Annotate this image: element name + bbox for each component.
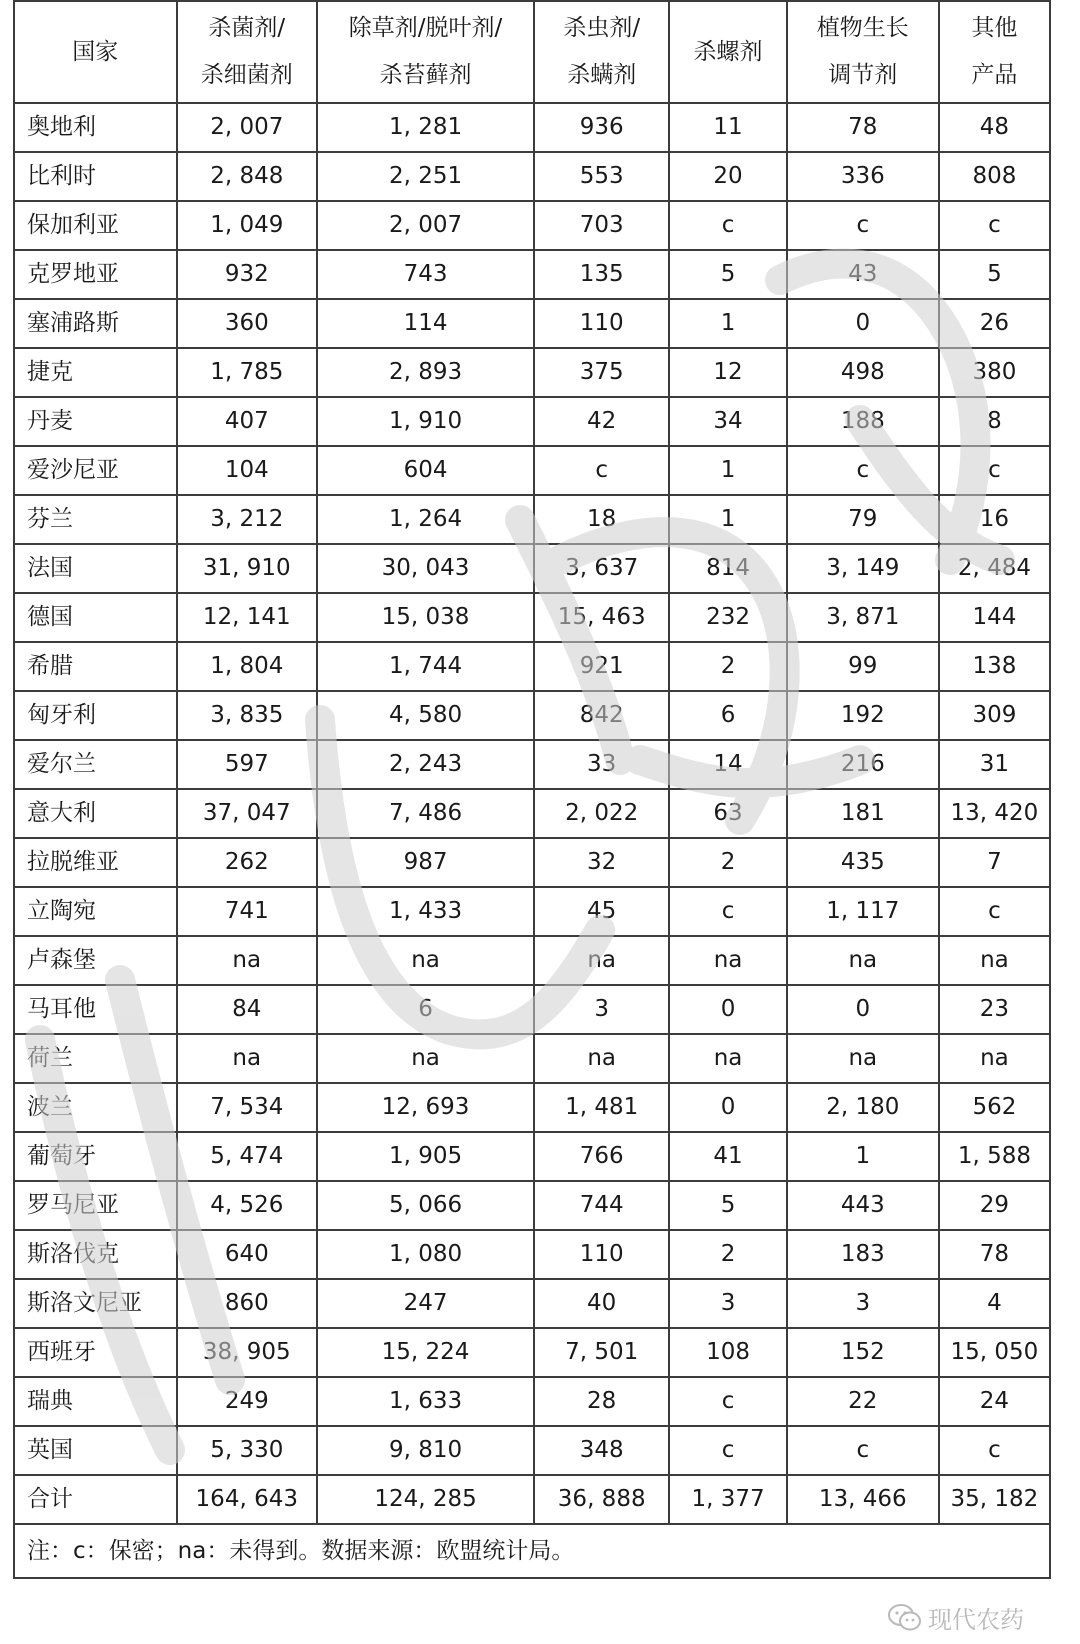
value-cell: 38, 905 <box>177 1328 318 1377</box>
value-cell: 3, 871 <box>787 593 939 642</box>
value-cell: na <box>177 1034 318 1083</box>
table-row <box>14 740 1050 789</box>
value-cell: 5, 066 <box>317 1181 534 1230</box>
country-cell: 瑞典 <box>14 1377 177 1426</box>
value-cell: 32 <box>534 838 669 887</box>
header-line: 调节剂 <box>828 62 898 88</box>
value-cell: 640 <box>177 1230 318 1279</box>
country-cell: 德国 <box>14 593 177 642</box>
country-cell: 爱尔兰 <box>14 740 177 789</box>
value-cell: 26 <box>939 299 1050 348</box>
value-cell: 18 <box>534 495 669 544</box>
header-line: 产品 <box>971 62 1018 88</box>
value-cell: 37, 047 <box>177 789 318 838</box>
table-row <box>14 201 1050 250</box>
value-cell: 216 <box>787 740 939 789</box>
value-cell: 1, 804 <box>177 642 318 691</box>
value-cell: c <box>669 1377 786 1426</box>
value-cell: 1, 633 <box>317 1377 534 1426</box>
country-cell: 比利时 <box>14 152 177 201</box>
value-cell: 232 <box>669 593 786 642</box>
value-cell: 703 <box>534 201 669 250</box>
value-cell: 31 <box>939 740 1050 789</box>
value-cell: 2 <box>669 1230 786 1279</box>
table-row <box>14 103 1050 152</box>
table-row <box>14 152 1050 201</box>
value-cell: 597 <box>177 740 318 789</box>
value-cell: na <box>534 1034 669 1083</box>
value-cell: c <box>534 446 669 495</box>
country-cell: 立陶宛 <box>14 887 177 936</box>
value-cell: 743 <box>317 250 534 299</box>
value-cell: 380 <box>939 348 1050 397</box>
country-cell: 荷兰 <box>14 1034 177 1083</box>
value-cell: 1 <box>669 299 786 348</box>
value-cell: 744 <box>534 1181 669 1230</box>
value-cell: 8 <box>939 397 1050 446</box>
country-cell: 意大利 <box>14 789 177 838</box>
value-cell: c <box>787 201 939 250</box>
country-cell: 合计 <box>14 1475 177 1524</box>
pesticide-sales-table <box>13 0 1051 1525</box>
table-row <box>14 1181 1050 1230</box>
country-cell: 克罗地亚 <box>14 250 177 299</box>
country-cell: 芬兰 <box>14 495 177 544</box>
value-cell: 14 <box>669 740 786 789</box>
value-cell: 407 <box>177 397 318 446</box>
value-cell: na <box>787 936 939 985</box>
value-cell: c <box>939 446 1050 495</box>
value-cell: 110 <box>534 299 669 348</box>
value-cell: 553 <box>534 152 669 201</box>
value-cell: c <box>787 1426 939 1475</box>
value-cell: 1, 588 <box>939 1132 1050 1181</box>
value-cell: na <box>787 1034 939 1083</box>
value-cell: 79 <box>787 495 939 544</box>
value-cell: 7 <box>939 838 1050 887</box>
value-cell: 45 <box>534 887 669 936</box>
header-line: 其他 <box>971 15 1018 41</box>
value-cell: 6 <box>317 985 534 1034</box>
value-cell: 28 <box>534 1377 669 1426</box>
value-cell: 814 <box>669 544 786 593</box>
value-cell: 33 <box>534 740 669 789</box>
value-cell: na <box>669 1034 786 1083</box>
value-cell: 36, 888 <box>534 1475 669 1524</box>
country-cell: 法国 <box>14 544 177 593</box>
value-cell: 0 <box>669 1083 786 1132</box>
value-cell: 3, 637 <box>534 544 669 593</box>
value-cell: c <box>787 446 939 495</box>
value-cell: 42 <box>534 397 669 446</box>
value-cell: 808 <box>939 152 1050 201</box>
value-cell: 144 <box>939 593 1050 642</box>
value-cell: 41 <box>669 1132 786 1181</box>
country-cell: 爱沙尼亚 <box>14 446 177 495</box>
table-row <box>14 1034 1050 1083</box>
value-cell: 43 <box>787 250 939 299</box>
value-cell: 2, 848 <box>177 152 318 201</box>
header-fungicides <box>177 1 318 103</box>
header-line: 杀苔藓剂 <box>379 62 472 88</box>
value-cell: 562 <box>939 1083 1050 1132</box>
table-row <box>14 544 1050 593</box>
value-cell: 247 <box>317 1279 534 1328</box>
value-cell: 183 <box>787 1230 939 1279</box>
header-line: 杀虫剂/ <box>563 15 641 41</box>
table-row <box>14 985 1050 1034</box>
value-cell: 987 <box>317 838 534 887</box>
value-cell: 498 <box>787 348 939 397</box>
footnote <box>13 1525 1051 1579</box>
table-row <box>14 887 1050 936</box>
value-cell: 188 <box>787 397 939 446</box>
total-row <box>14 1475 1050 1524</box>
value-cell: 309 <box>939 691 1050 740</box>
value-cell: 2, 180 <box>787 1083 939 1132</box>
value-cell: 31, 910 <box>177 544 318 593</box>
value-cell: 13, 420 <box>939 789 1050 838</box>
value-cell: c <box>939 201 1050 250</box>
value-cell: 348 <box>534 1426 669 1475</box>
header-line: 杀螺剂 <box>693 38 763 65</box>
country-cell: 斯洛文尼亚 <box>14 1279 177 1328</box>
value-cell: 4, 526 <box>177 1181 318 1230</box>
value-cell: 9, 810 <box>317 1426 534 1475</box>
value-cell: 3 <box>669 1279 786 1328</box>
value-cell: 766 <box>534 1132 669 1181</box>
value-cell: 2 <box>669 838 786 887</box>
country-cell: 奥地利 <box>14 103 177 152</box>
value-cell: 3, 835 <box>177 691 318 740</box>
table-row <box>14 838 1050 887</box>
value-cell: 842 <box>534 691 669 740</box>
header-country <box>14 1 177 103</box>
value-cell: 4 <box>939 1279 1050 1328</box>
value-cell: 5 <box>669 250 786 299</box>
value-cell: 1, 117 <box>787 887 939 936</box>
country-cell: 卢森堡 <box>14 936 177 985</box>
value-cell: na <box>669 936 786 985</box>
country-cell: 捷克 <box>14 348 177 397</box>
country-cell: 塞浦路斯 <box>14 299 177 348</box>
value-cell: 20 <box>669 152 786 201</box>
value-cell: 181 <box>787 789 939 838</box>
wechat-badge <box>888 1600 1024 1635</box>
value-cell: 1, 481 <box>534 1083 669 1132</box>
value-cell: c <box>939 1426 1050 1475</box>
header-insecticides <box>534 1 669 103</box>
value-cell: c <box>669 1426 786 1475</box>
value-cell: 0 <box>787 985 939 1034</box>
value-cell: 114 <box>317 299 534 348</box>
value-cell: 40 <box>534 1279 669 1328</box>
table-row <box>14 1426 1050 1475</box>
value-cell: 1, 910 <box>317 397 534 446</box>
country-cell: 西班牙 <box>14 1328 177 1377</box>
value-cell: 78 <box>787 103 939 152</box>
table-row <box>14 1328 1050 1377</box>
value-cell: 135 <box>534 250 669 299</box>
table-row <box>14 495 1050 544</box>
value-cell: 138 <box>939 642 1050 691</box>
value-cell: 1, 049 <box>177 201 318 250</box>
country-cell: 马耳他 <box>14 985 177 1034</box>
value-cell: 12 <box>669 348 786 397</box>
value-cell: 12, 693 <box>317 1083 534 1132</box>
value-cell: 2, 893 <box>317 348 534 397</box>
value-cell: na <box>939 936 1050 985</box>
value-cell: 1, 785 <box>177 348 318 397</box>
value-cell: 932 <box>177 250 318 299</box>
value-cell: 5 <box>669 1181 786 1230</box>
value-cell: 443 <box>787 1181 939 1230</box>
value-cell: 30, 043 <box>317 544 534 593</box>
value-cell: 435 <box>787 838 939 887</box>
value-cell: 5, 474 <box>177 1132 318 1181</box>
value-cell: na <box>177 936 318 985</box>
value-cell: 262 <box>177 838 318 887</box>
value-cell: 7, 534 <box>177 1083 318 1132</box>
table-row <box>14 936 1050 985</box>
value-cell: 15, 050 <box>939 1328 1050 1377</box>
value-cell: 1, 281 <box>317 103 534 152</box>
value-cell: 15, 224 <box>317 1328 534 1377</box>
value-cell: 6 <box>669 691 786 740</box>
value-cell: c <box>669 887 786 936</box>
value-cell: 104 <box>177 446 318 495</box>
value-cell: 936 <box>534 103 669 152</box>
value-cell: 5, 330 <box>177 1426 318 1475</box>
document-page <box>13 0 1051 1644</box>
wechat-account-name: 现代农药 <box>928 1606 1024 1634</box>
value-cell: 0 <box>787 299 939 348</box>
value-cell: 860 <box>177 1279 318 1328</box>
value-cell: 1 <box>787 1132 939 1181</box>
table-row <box>14 299 1050 348</box>
value-cell: 3, 212 <box>177 495 318 544</box>
header-herbicides <box>317 1 534 103</box>
value-cell: 152 <box>787 1328 939 1377</box>
country-cell: 保加利亚 <box>14 201 177 250</box>
value-cell: 99 <box>787 642 939 691</box>
value-cell: 1, 080 <box>317 1230 534 1279</box>
value-cell: na <box>534 936 669 985</box>
value-cell: 16 <box>939 495 1050 544</box>
header-molluscicides <box>669 1 786 103</box>
value-cell: 124, 285 <box>317 1475 534 1524</box>
value-cell: 2, 007 <box>177 103 318 152</box>
country-cell: 匈牙利 <box>14 691 177 740</box>
value-cell: 7, 486 <box>317 789 534 838</box>
value-cell: 15, 463 <box>534 593 669 642</box>
value-cell: 2, 484 <box>939 544 1050 593</box>
value-cell: 1 <box>669 446 786 495</box>
value-cell: 15, 038 <box>317 593 534 642</box>
value-cell: na <box>939 1034 1050 1083</box>
value-cell: 1 <box>669 495 786 544</box>
value-cell: 35, 182 <box>939 1475 1050 1524</box>
table-row <box>14 691 1050 740</box>
value-cell: c <box>939 887 1050 936</box>
value-cell: 24 <box>939 1377 1050 1426</box>
value-cell: 3 <box>534 985 669 1034</box>
country-cell: 希腊 <box>14 642 177 691</box>
value-cell: 2, 243 <box>317 740 534 789</box>
value-cell: na <box>317 936 534 985</box>
value-cell: 48 <box>939 103 1050 152</box>
table-row <box>14 642 1050 691</box>
country-cell: 英国 <box>14 1426 177 1475</box>
value-cell: 29 <box>939 1181 1050 1230</box>
value-cell: 3, 149 <box>787 544 939 593</box>
table-row <box>14 1083 1050 1132</box>
table-body <box>14 103 1050 1524</box>
value-cell: 3 <box>787 1279 939 1328</box>
table-row <box>14 593 1050 642</box>
value-cell: 2, 022 <box>534 789 669 838</box>
value-cell: 0 <box>669 985 786 1034</box>
value-cell: 4, 580 <box>317 691 534 740</box>
value-cell: 78 <box>939 1230 1050 1279</box>
value-cell: 2 <box>669 642 786 691</box>
country-cell: 丹麦 <box>14 397 177 446</box>
header-other-products <box>939 1 1050 103</box>
table-row <box>14 1132 1050 1181</box>
value-cell: 110 <box>534 1230 669 1279</box>
table-header <box>14 1 1050 103</box>
country-cell: 斯洛伐克 <box>14 1230 177 1279</box>
header-line: 国家 <box>72 38 119 65</box>
table-row <box>14 789 1050 838</box>
table-row <box>14 348 1050 397</box>
value-cell: 921 <box>534 642 669 691</box>
country-cell: 波兰 <box>14 1083 177 1132</box>
header-row <box>14 1 1050 103</box>
value-cell: 1, 377 <box>669 1475 786 1524</box>
table-row <box>14 1377 1050 1426</box>
value-cell: 1, 905 <box>317 1132 534 1181</box>
value-cell: 12, 141 <box>177 593 318 642</box>
country-cell: 拉脱维亚 <box>14 838 177 887</box>
value-cell: 22 <box>787 1377 939 1426</box>
table-row <box>14 446 1050 495</box>
value-cell: 1, 744 <box>317 642 534 691</box>
header-line: 杀螨剂 <box>567 62 637 88</box>
footnote-text: 注：c：保密；na：未得到。数据来源：欧盟统计局。 <box>27 1538 575 1564</box>
value-cell: 23 <box>939 985 1050 1034</box>
value-cell: 13, 466 <box>787 1475 939 1524</box>
value-cell: 249 <box>177 1377 318 1426</box>
value-cell: 84 <box>177 985 318 1034</box>
value-cell: 360 <box>177 299 318 348</box>
wechat-icon <box>888 1603 922 1633</box>
value-cell: 2, 251 <box>317 152 534 201</box>
value-cell: 34 <box>669 397 786 446</box>
value-cell: 1, 433 <box>317 887 534 936</box>
value-cell: 2, 007 <box>317 201 534 250</box>
value-cell: 5 <box>939 250 1050 299</box>
table-row <box>14 250 1050 299</box>
header-line: 植物生长 <box>816 15 909 41</box>
value-cell: 192 <box>787 691 939 740</box>
value-cell: 11 <box>669 103 786 152</box>
value-cell: 741 <box>177 887 318 936</box>
value-cell: 63 <box>669 789 786 838</box>
table-row <box>14 1279 1050 1328</box>
value-cell: 164, 643 <box>177 1475 318 1524</box>
header-line: 杀细菌剂 <box>200 62 293 88</box>
header-line: 杀菌剂/ <box>208 15 286 41</box>
value-cell: c <box>669 201 786 250</box>
value-cell: 1, 264 <box>317 495 534 544</box>
table-row <box>14 1230 1050 1279</box>
value-cell: 604 <box>317 446 534 495</box>
value-cell: 336 <box>787 152 939 201</box>
value-cell: na <box>317 1034 534 1083</box>
value-cell: 108 <box>669 1328 786 1377</box>
country-cell: 罗马尼亚 <box>14 1181 177 1230</box>
header-line: 除草剂/脱叶剂/ <box>348 15 503 41</box>
value-cell: 7, 501 <box>534 1328 669 1377</box>
value-cell: 375 <box>534 348 669 397</box>
country-cell: 葡萄牙 <box>14 1132 177 1181</box>
header-growth-regulators <box>787 1 939 103</box>
table-row <box>14 397 1050 446</box>
